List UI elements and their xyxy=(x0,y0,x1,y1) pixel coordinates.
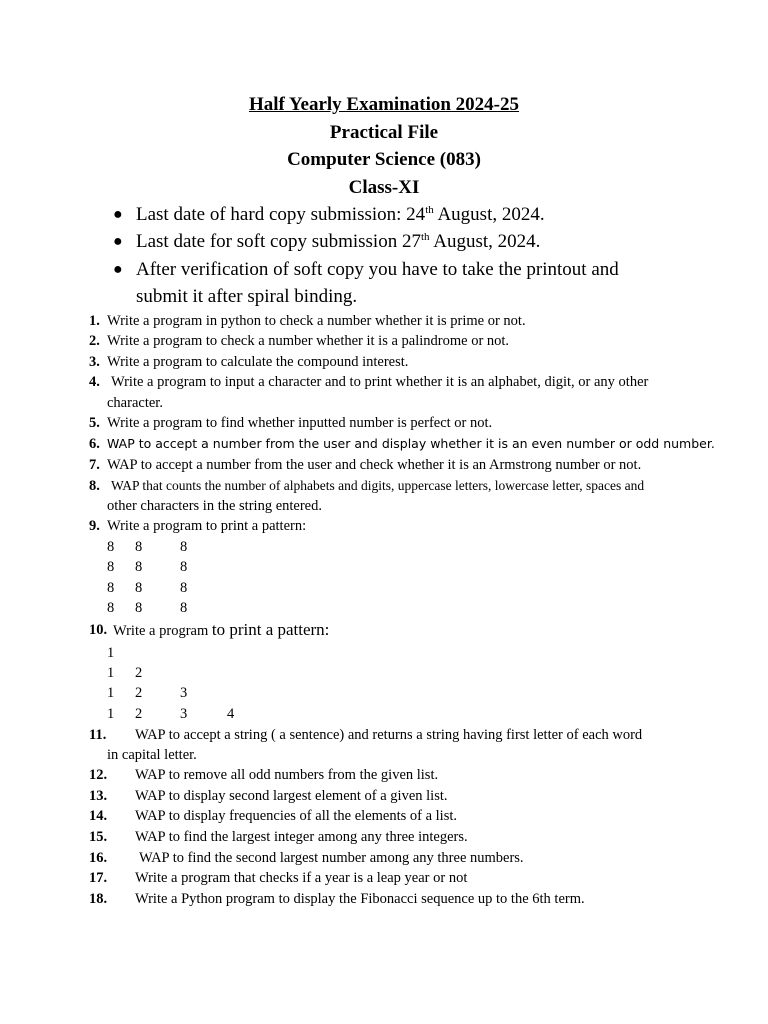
item-number: 9. xyxy=(89,518,100,534)
item-number: 16. xyxy=(89,850,108,866)
item-number: 14. xyxy=(89,808,108,824)
item-text-cont: character. xyxy=(107,395,163,411)
item-number: 3. xyxy=(89,354,100,370)
bullet-icon: ● xyxy=(113,261,123,278)
item-number: 10. xyxy=(89,622,108,638)
item-number: 15. xyxy=(89,829,108,845)
item-number: 4. xyxy=(89,374,100,390)
item-text: Write a program to print a pattern: xyxy=(113,620,330,639)
exam-title: Half Yearly Examination 2024-25 xyxy=(248,94,520,115)
bullet-text: Last date for soft copy submission 27th August, 2024. xyxy=(136,231,541,252)
item-text: WAP to accept a string ( a sentence) and returns a string having first letter of each word xyxy=(135,727,643,743)
item-number: 13. xyxy=(89,788,108,804)
item-number: 17. xyxy=(89,870,108,886)
item-text: Write a Python program to display the Fibonacci sequence up to the 6th term. xyxy=(135,891,585,907)
item-text-cont: in capital letter. xyxy=(107,747,197,763)
item-number: 12. xyxy=(89,767,108,783)
item-text: WAP to find the largest integer among any three integers. xyxy=(135,829,468,845)
item-text: Write a program to input a character and to print whether it is an alphabet, digit, or any other xyxy=(111,374,649,390)
item-number: 5. xyxy=(89,415,100,431)
item-number: 11. xyxy=(89,727,107,743)
item-number: 7. xyxy=(89,457,100,473)
item-text: WAP to find the second largest number among any three numbers. xyxy=(139,850,524,866)
practical-file-title: Practical File xyxy=(329,122,439,143)
item-text: WAP to accept a number from the user and display whether it is an even number or odd number. xyxy=(107,436,715,451)
item-number: 6. xyxy=(89,436,100,452)
item-text: WAP to remove all odd numbers from the given list. xyxy=(135,767,439,783)
item-text: Write a program to print a pattern: xyxy=(107,518,307,534)
item-number: 1. xyxy=(89,313,100,329)
bullet-icon: ● xyxy=(113,233,123,250)
bullet-text: After verification of soft copy you have to take the printout and xyxy=(136,259,619,280)
item-number: 18. xyxy=(89,891,108,907)
item-text: WAP to display second largest element of a given list. xyxy=(135,788,448,804)
class-title: Class-XI xyxy=(348,177,420,198)
item-text: Write a program that checks if a year is a leap year or not xyxy=(135,870,468,886)
bullet-text: Last date of hard copy submission: 24th August, 2024. xyxy=(136,204,545,225)
bullet-icon: ● xyxy=(113,206,123,223)
item-text: Write a program to calculate the compound interest. xyxy=(107,354,409,370)
item-text: Write a program to check a number whether it is a palindrome or not. xyxy=(107,333,510,349)
item-text: WAP to display frequencies of all the elements of a list. xyxy=(135,808,458,824)
item-number: 8. xyxy=(89,478,100,494)
subject-title: Computer Science (083) xyxy=(287,149,481,170)
item-text: WAP to accept a number from the user and check whether it is an Armstrong number or not. xyxy=(107,457,642,473)
item-text: Write a program to find whether inputted number is perfect or not. xyxy=(107,415,493,431)
item-number: 2. xyxy=(89,333,100,349)
item-text: Write a program in python to check a number whether it is prime or not. xyxy=(107,313,526,329)
item-text: WAP that counts the number of alphabets and digits, uppercase letters, lowercase letter, spaces and xyxy=(111,478,645,493)
item-text-cont: other characters in the string entered. xyxy=(107,498,322,514)
bullet-text-cont: submit it after spiral binding. xyxy=(136,286,358,307)
